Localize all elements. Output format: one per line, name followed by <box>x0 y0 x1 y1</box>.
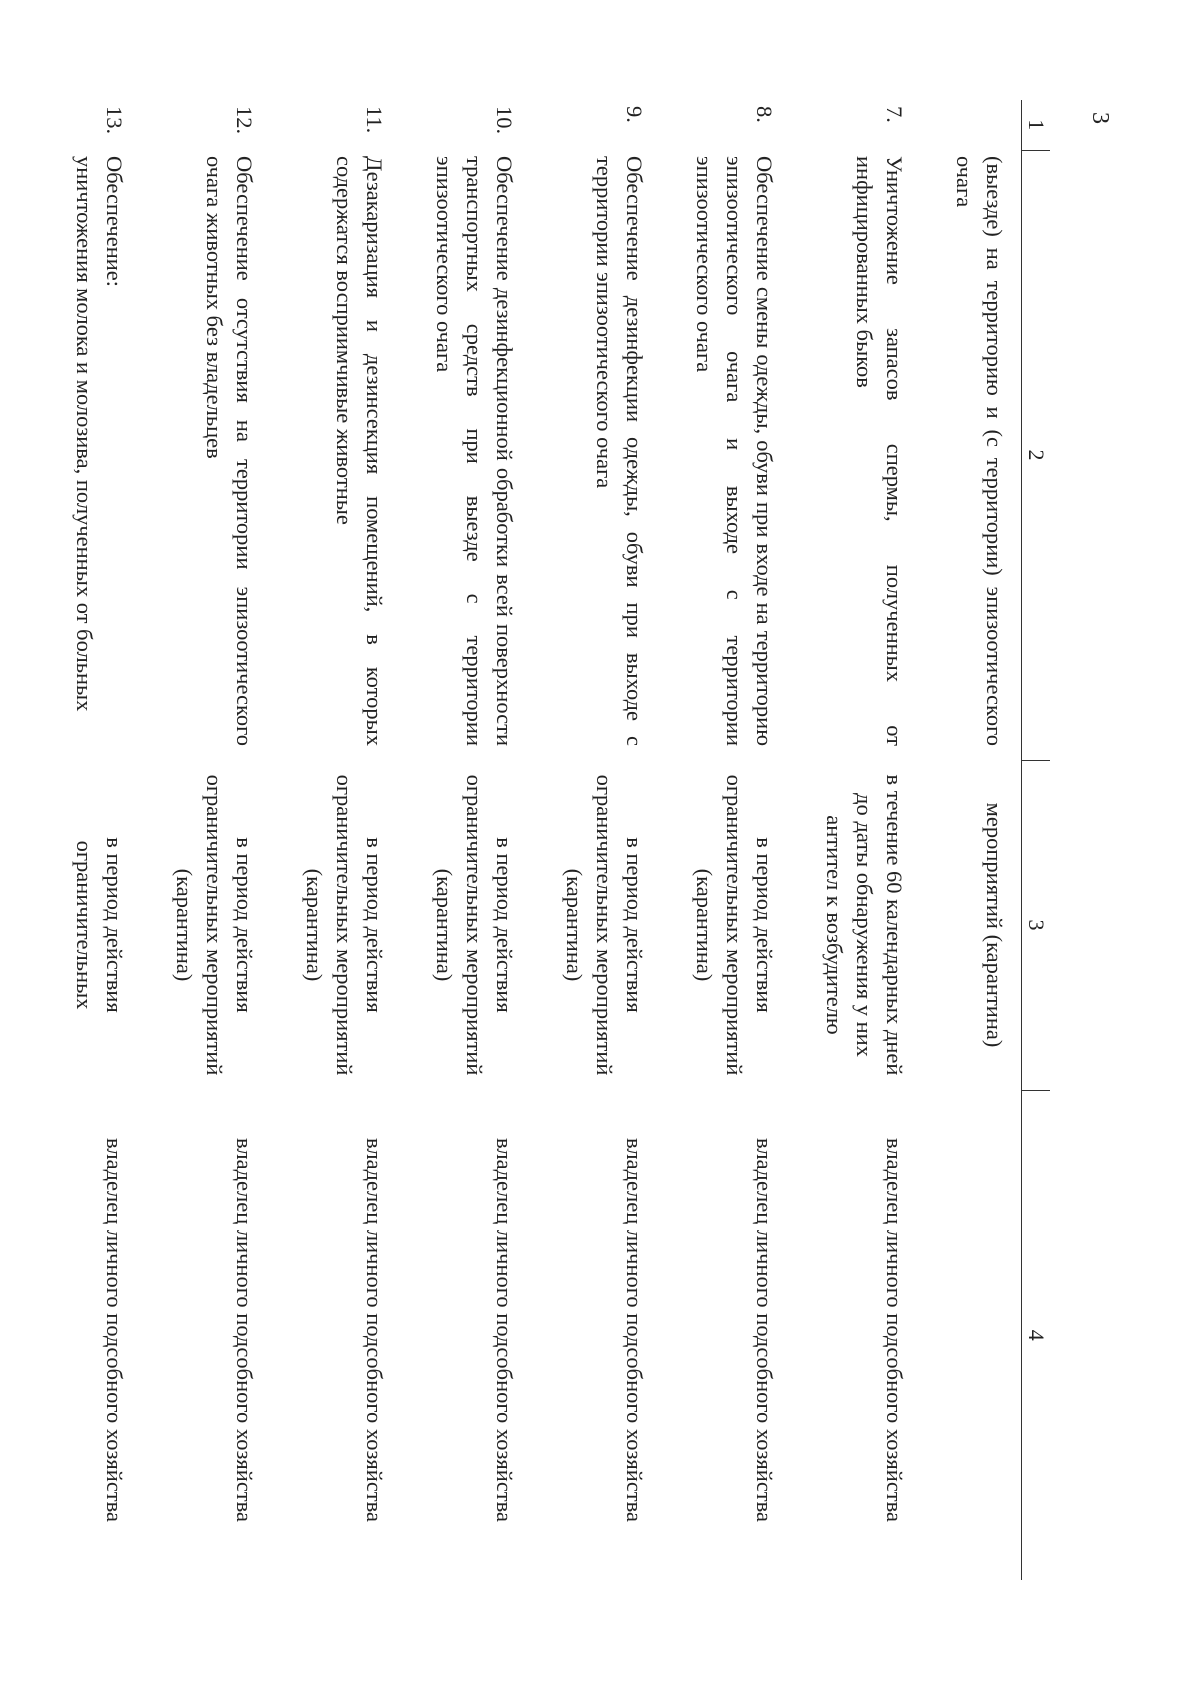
column-number-2: 2 <box>1022 150 1051 760</box>
row-number: 9. <box>622 106 647 123</box>
page-number: 3 <box>1087 112 1113 124</box>
column-number-3: 3 <box>1022 760 1051 1090</box>
measure-text: Дезакаризация и дезинсекция помещений, в которых содержатся восприимчивые животные <box>332 156 387 746</box>
row-number: 12. <box>232 106 257 135</box>
table-row <box>779 100 909 1580</box>
measure-term: в период действия ограничительных мероприятий (карантина) <box>692 774 777 1076</box>
measure-text: Обеспечение дезинфекции одежды, обуви при выходе с территории эпизоотического очага <box>592 156 647 746</box>
column-number-row <box>1022 100 1051 1580</box>
measure-text: Обеспечение смены одежды, обуви при входе на территорию эпизоотического очага и выходе с территории эпизоотического очага <box>692 156 777 746</box>
table-row <box>519 100 649 1580</box>
measure-responsible: владелец личного подсобного хозяйства <box>882 1138 907 1522</box>
table-row <box>389 100 519 1580</box>
row-number: 7. <box>882 106 907 123</box>
measure-term: в период действия ограничительных мероприятий (карантина) <box>302 774 387 1076</box>
measure-text: Уничтожение запасов спермы, полученных от инфицированных быков <box>852 156 907 746</box>
measure-subitem: уничтожения молока и молозива, полученных от больных <box>72 156 97 712</box>
measure-responsible <box>909 1090 1022 1580</box>
measure-text-block <box>29 150 129 760</box>
row-number: 8. <box>752 106 777 123</box>
measure-term: в период действия ограничительных <box>72 837 127 1013</box>
measure-responsible: владелец личного подсобного хозяйства <box>752 1138 777 1522</box>
row-number: 10. <box>492 106 517 135</box>
table-row <box>259 100 389 1580</box>
table-row <box>649 100 779 1580</box>
measure-text: Обеспечение: <box>102 156 127 288</box>
measure-responsible: владелец личного подсобного хозяйства <box>622 1138 647 1522</box>
row-number: 13. <box>102 106 127 135</box>
measure-responsible: владелец личного подсобного хозяйства <box>102 1138 127 1522</box>
measure-term: мероприятий (карантина) <box>982 802 1007 1048</box>
row-number: 11. <box>362 106 387 134</box>
measure-term: в период действия ограничительных мероприятий (карантина) <box>562 774 647 1076</box>
measure-text: Обеспечение отсутствия на территории эпизоотического очага животных без владельцев <box>202 156 257 746</box>
measure-text: Обеспечение дезинфекционной обработки всей поверхности транспортных средств при выезде с территории эпизоотического очага <box>432 156 517 746</box>
measure-term: в период действия ограничительных мероприятий (карантина) <box>432 774 517 1076</box>
measure-term: в течение 60 календарных дней до даты обнаружения у них антител к возбудителю <box>822 774 907 1076</box>
table-row <box>29 100 129 1580</box>
table-row <box>909 100 1022 1580</box>
column-number-4: 4 <box>1022 1090 1051 1580</box>
measures-table-sheet <box>72 100 1050 1580</box>
column-number-1: 1 <box>1022 100 1051 150</box>
measure-responsible: владелец личного подсобного хозяйства <box>232 1138 257 1522</box>
measure-term: в период действия ограничительных мероприятий (карантина) <box>172 774 257 1076</box>
measure-responsible: владелец личного подсобного хозяйства <box>492 1138 517 1522</box>
measure-responsible: владелец личного подсобного хозяйства <box>362 1138 387 1522</box>
measures-table <box>29 100 1050 1580</box>
row-number <box>909 100 1022 150</box>
table-row <box>129 100 259 1580</box>
measure-text: (выезде) на территорию и (с территории) эпизоотического очага <box>952 156 1007 746</box>
